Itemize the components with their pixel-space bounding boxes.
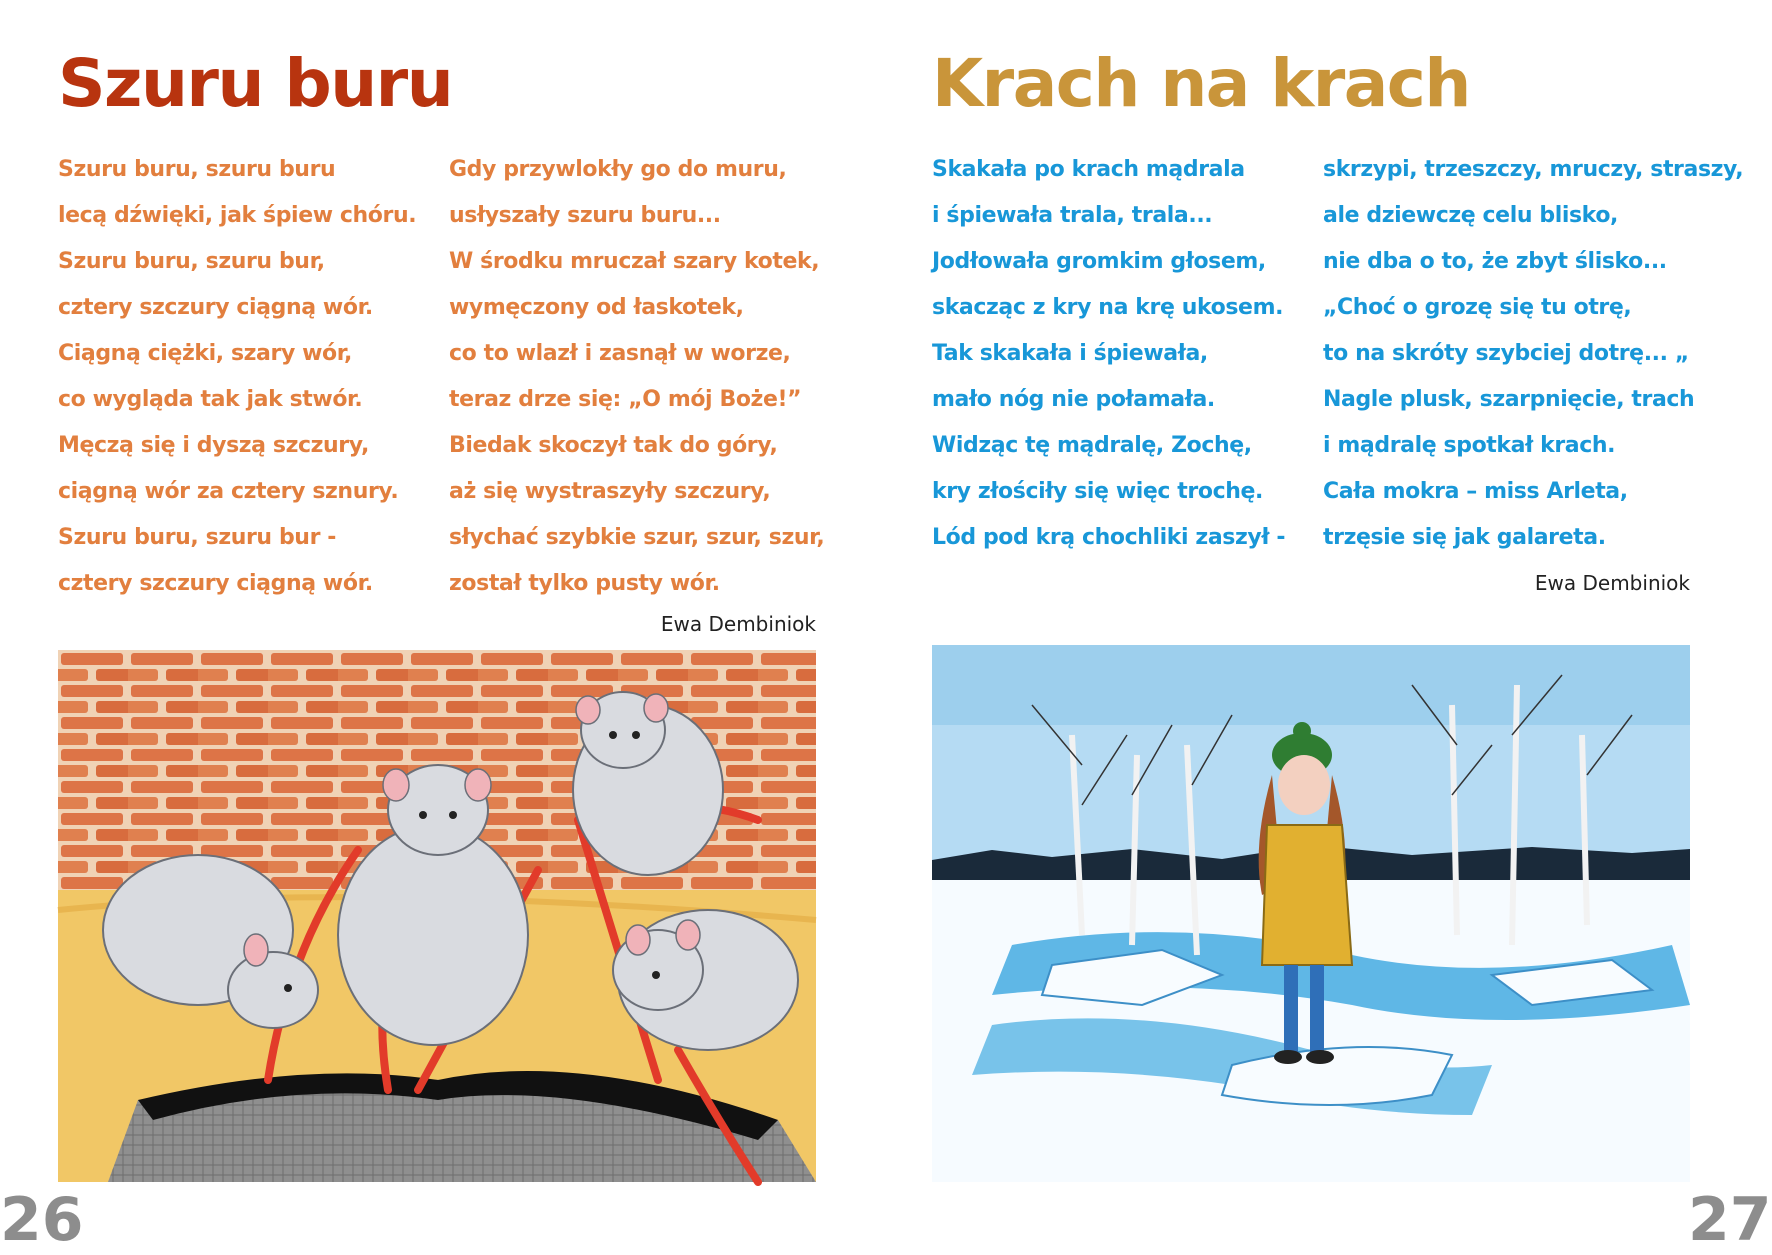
poem-line: Szuru buru, szuru bur, [58, 249, 325, 274]
poem-line: słychać szybkie szur, szur, szur, [449, 525, 825, 550]
poem-line: Cała mokra – miss Arleta, [1323, 479, 1628, 504]
poem-line: teraz drze się: „O mój Boże!” [449, 387, 802, 412]
poem-line: mało nóg nie połamała. [932, 387, 1215, 412]
poem-line: to na skróty szybciej dotrę... „ [1323, 341, 1689, 366]
poem-line: został tylko pusty wór. [449, 571, 720, 596]
right-poem-column-1 [932, 150, 1285, 564]
poem-line: usłyszały szuru buru... [449, 203, 721, 228]
poem-line: lecą dźwięki, jak śpiew chóru. [58, 203, 417, 228]
left-page-title: Szuru buru [58, 45, 453, 122]
poem-line: Gdy przywlokły go do muru, [449, 157, 787, 182]
poem-line: ciągną wór za cztery sznury. [58, 479, 399, 504]
left-poem-column-2 [449, 150, 824, 610]
poem-line: Szuru buru, szuru bur - [58, 525, 337, 550]
poem-line: nie dba o to, że zbyt ślisko... [1323, 249, 1667, 274]
poem-line: Lód pod krą chochliki zaszył - [932, 525, 1286, 550]
poem-line: Nagle plusk, szarpnięcie, trach [1323, 387, 1695, 412]
poem-line: cztery szczury ciągną wór. [58, 295, 373, 320]
poem-line: cztery szczury ciągną wór. [58, 571, 373, 596]
poem-line: i śpiewała trala, trala... [932, 203, 1213, 228]
right-poem-column-2 [1323, 150, 1743, 564]
poem-line: trzęsie się jak galareta. [1323, 525, 1606, 550]
left-poem-author: Ewa Dembiniok [660, 612, 816, 636]
left-poem-column-1 [58, 150, 416, 610]
poem-line: ale dziewczę celu blisko, [1323, 203, 1618, 228]
poem-line: wymęczony od łaskotek, [449, 295, 744, 320]
poem-line: Widząc tę mądralę, Zochę, [932, 433, 1252, 458]
right-poem-author: Ewa Dembiniok [1534, 571, 1690, 595]
poem-line: W środku mruczał szary kotek, [449, 249, 820, 274]
poem-line: skacząc z kry na krę ukosem. [932, 295, 1284, 320]
poem-line: Ciągną ciężki, szary wór, [58, 341, 352, 366]
poem-line: Tak skakała i śpiewała, [932, 341, 1208, 366]
poem-line: Szuru buru, szuru buru [58, 157, 336, 182]
poem-line: kry złościły się więc trochę. [932, 479, 1263, 504]
poem-line: Męczą się i dyszą szczury, [58, 433, 369, 458]
poem-line: Jodłowała gromkim głosem, [932, 249, 1266, 274]
poem-line: skrzypi, trzeszczy, mruczy, straszy, [1323, 157, 1744, 182]
poem-line: Skakała po krach mądrala [932, 157, 1245, 182]
poem-line: Biedak skoczył tak do góry, [449, 433, 778, 458]
poem-line: co to wlazł i zasnął w worze, [449, 341, 791, 366]
poem-line: aż się wystraszyły szczury, [449, 479, 771, 504]
page-number-right: 27 [1688, 1185, 1772, 1255]
rats-illustration [58, 650, 816, 1182]
right-page-title: Krach na krach [932, 45, 1470, 122]
poem-line: co wygląda tak jak stwór. [58, 387, 363, 412]
poem-line: „Choć o grozę się tu otrę, [1323, 295, 1632, 320]
ice-floe-illustration [932, 645, 1690, 1182]
poem-line: i mądralę spotkał krach. [1323, 433, 1616, 458]
page-number-left: 26 [0, 1185, 84, 1255]
